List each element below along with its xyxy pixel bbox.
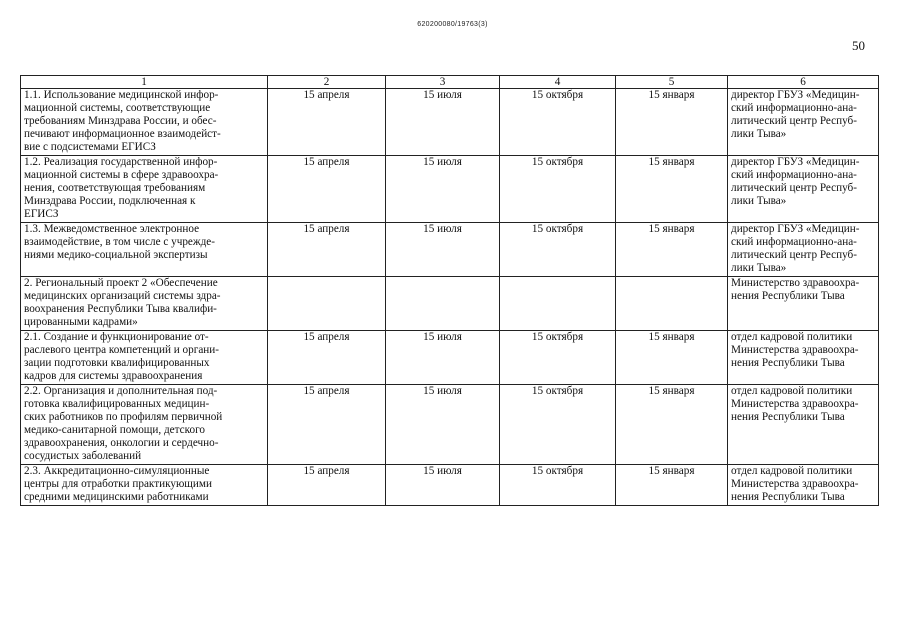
responsible-line: директор ГБУЗ «Медицин- — [731, 89, 860, 101]
activity-name-line: медицинских организаций системы здра- — [24, 290, 221, 302]
activity-name-line: воохранения Республики Тыва квалифи- — [24, 303, 217, 315]
activity-name-line: 2.2. Организация и дополнительная под- — [24, 385, 218, 397]
activity-name-line: Минздрава России, подключенная к — [24, 195, 196, 207]
responsible-line: директор ГБУЗ «Медицин- — [731, 223, 860, 235]
activity-name-line: 1.2. Реализация государственной инфор- — [24, 156, 218, 168]
deadline-cell: 15 апреля — [268, 385, 386, 465]
activity-name-cell — [21, 156, 268, 223]
deadline-cell: 15 июля — [386, 331, 500, 385]
deadline-cell: 15 июля — [386, 223, 500, 277]
activity-name-cell — [21, 465, 268, 506]
table-row — [21, 223, 879, 277]
page-number: 50 — [852, 38, 865, 53]
column-header: 1 — [21, 76, 268, 89]
deadline-cell: 15 июля — [386, 156, 500, 223]
deadline-cell: 15 января — [616, 223, 728, 277]
activity-name-cell — [21, 385, 268, 465]
activity-name-line: нения, соответствующая требованиям — [24, 182, 206, 194]
activity-name-line: 2. Региональный проект 2 «Обеспечение — [24, 277, 218, 289]
activity-name-line: 2.1. Создание и функционирование от- — [24, 331, 209, 343]
column-header: 5 — [616, 76, 728, 89]
deadline-cell: 15 июля — [386, 89, 500, 156]
activity-name-line: требованиям Минздрава России, и обес- — [24, 115, 217, 127]
activity-name-line: 2.3. Аккредитационно-симуляционные — [24, 465, 210, 477]
responsible-line: Министерства здравоохра- — [731, 478, 859, 490]
activity-name-cell — [21, 277, 268, 331]
column-number-row — [21, 76, 879, 89]
deadline-cell: 15 октября — [500, 331, 616, 385]
responsible-line: литический центр Респуб- — [731, 115, 857, 127]
responsible-line: лики Тыва» — [731, 128, 787, 140]
responsible-line: нения Республики Тыва — [731, 411, 845, 423]
deadline-cell: 15 октября — [500, 156, 616, 223]
deadline-cell: 15 апреля — [268, 89, 386, 156]
deadline-cell: 15 января — [616, 156, 728, 223]
activity-name-line: здравоохранения, онкологии и сердечно- — [24, 437, 219, 449]
responsible-cell — [728, 331, 879, 385]
responsible-cell — [728, 465, 879, 506]
activity-name-line: кадров для системы здравоохранения — [24, 370, 203, 382]
table-row — [21, 277, 879, 331]
responsible-line: нения Республики Тыва — [731, 290, 845, 302]
responsible-cell — [728, 223, 879, 277]
responsible-line: отдел кадровой политики — [731, 465, 853, 477]
activity-name-line: взаимодействие, в том числе с учрежде- — [24, 236, 215, 248]
column-header: 4 — [500, 76, 616, 89]
activity-name-line: зации подготовки квалифицированных — [24, 357, 210, 369]
responsible-line: нения Республики Тыва — [731, 491, 845, 503]
deadline-cell: 15 октября — [500, 223, 616, 277]
table-row — [21, 156, 879, 223]
activity-name-line: 1.3. Межведомственное электронное — [24, 223, 200, 235]
deadline-cell: 15 апреля — [268, 331, 386, 385]
responsible-line: лики Тыва» — [731, 262, 787, 274]
deadline-cell: 15 апреля — [268, 156, 386, 223]
deadline-cell: 15 июля — [386, 465, 500, 506]
activity-name-cell — [21, 89, 268, 156]
deadline-cell: 15 октября — [500, 465, 616, 506]
responsible-line: Министерства здравоохра- — [731, 344, 859, 356]
responsible-line: отдел кадровой политики — [731, 385, 853, 397]
table-row — [21, 465, 879, 506]
deadline-cell: 15 апреля — [268, 465, 386, 506]
deadline-cell: 15 января — [616, 331, 728, 385]
responsible-line: литический центр Респуб- — [731, 182, 857, 194]
activity-name-line: цированными кадрами» — [24, 316, 138, 328]
activity-name-line: 1.1. Использование медицинской инфор- — [24, 89, 219, 101]
activity-name-line: печивают информационное взаимодейст- — [24, 128, 221, 140]
activity-name-line: раслевого центра компетенций и органи- — [24, 344, 219, 356]
deadline-cell: 15 января — [616, 385, 728, 465]
deadline-cell: 15 января — [616, 89, 728, 156]
activity-name-line: сосудистых заболеваний — [24, 450, 142, 462]
deadline-cell — [386, 277, 500, 331]
deadline-cell: 15 апреля — [268, 223, 386, 277]
activity-name-line: средними медицинскими работниками — [24, 491, 209, 503]
deadline-cell: 15 октября — [500, 89, 616, 156]
column-header: 6 — [728, 76, 879, 89]
deadline-cell: 15 января — [616, 465, 728, 506]
column-header: 3 — [386, 76, 500, 89]
table-row — [21, 385, 879, 465]
responsible-cell — [728, 156, 879, 223]
activity-name-line: ЕГИСЗ — [24, 208, 59, 220]
responsible-line: директор ГБУЗ «Медицин- — [731, 156, 860, 168]
activity-name-line: ских работников по профилям первичной — [24, 411, 223, 423]
deadline-cell — [500, 277, 616, 331]
table-row — [21, 89, 879, 156]
activity-name-line: мационной системы, соответствующие — [24, 102, 211, 114]
responsible-line: ский информационно-ана- — [731, 102, 857, 114]
responsible-line: литический центр Респуб- — [731, 249, 857, 261]
deadline-cell: 15 октября — [500, 385, 616, 465]
responsible-cell — [728, 385, 879, 465]
responsible-line: Министерства здравоохра- — [731, 398, 859, 410]
activity-name-line: медико-санитарной помощи, детского — [24, 424, 206, 436]
activity-name-line: вие с подсистемами ЕГИСЗ — [24, 141, 156, 153]
responsible-line: Министерство здравоохра- — [731, 277, 860, 289]
responsible-line: ский информационно-ана- — [731, 169, 857, 181]
column-header: 2 — [268, 76, 386, 89]
responsible-line: нения Республики Тыва — [731, 357, 845, 369]
table-row — [21, 331, 879, 385]
deadline-cell — [268, 277, 386, 331]
responsible-cell — [728, 89, 879, 156]
responsible-line: ский информационно-ана- — [731, 236, 857, 248]
document-id: 620200080/19763(3) — [417, 21, 488, 28]
activity-name-cell — [21, 223, 268, 277]
responsible-line: лики Тыва» — [731, 195, 787, 207]
activity-name-line: ниями медико-социальной экспертизы — [24, 249, 208, 261]
schedule-table — [20, 75, 879, 506]
activity-name-line: мационной системы в сфере здравоохра- — [24, 169, 219, 181]
activity-name-line: готовка квалифицированных медицин- — [24, 398, 210, 410]
activity-name-cell — [21, 331, 268, 385]
responsible-line: отдел кадровой политики — [731, 331, 853, 343]
activity-name-line: центры для отработки практикующими — [24, 478, 212, 490]
responsible-cell — [728, 277, 879, 331]
deadline-cell: 15 июля — [386, 385, 500, 465]
deadline-cell — [616, 277, 728, 331]
